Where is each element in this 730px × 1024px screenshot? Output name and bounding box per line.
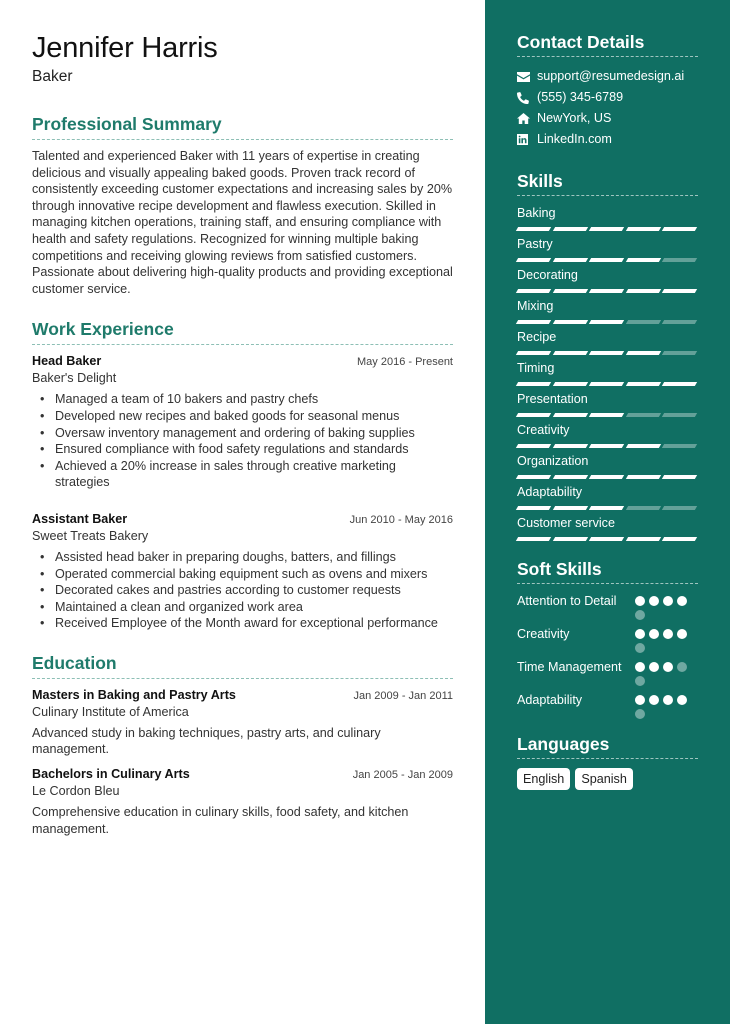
rating-dot-icon [663, 596, 673, 606]
education-entry [32, 766, 453, 837]
skill-level-segment [516, 289, 551, 293]
contact-location [517, 108, 698, 129]
soft-skill-label: Time Management [517, 660, 622, 674]
candidate-name: Jennifer Harris [32, 32, 218, 64]
soft-skills-list [517, 593, 698, 719]
skill-level-segment [662, 289, 697, 293]
job-date: Jun 2010 - May 2016 [349, 513, 453, 526]
rating-dot-icon [663, 662, 673, 672]
skill-level-segment [589, 258, 624, 262]
job-entry [32, 353, 453, 491]
skill-level-bar [517, 289, 698, 293]
section-title: Professional Summary [32, 114, 222, 134]
school: Culinary Institute of America [32, 704, 189, 719]
skill-level-segment [662, 382, 697, 386]
rating-dot-icon [663, 695, 673, 705]
divider [32, 344, 453, 345]
skill-level-segment [625, 351, 660, 355]
candidate-role: Baker [32, 68, 73, 85]
skill-item [517, 329, 698, 355]
divider [517, 758, 698, 759]
skill-level-segment [552, 444, 587, 448]
divider [517, 56, 698, 57]
skill-level-segment [552, 320, 587, 324]
skill-label: Customer service [517, 516, 615, 530]
skill-level-bar [517, 537, 698, 541]
skill-level-segment [662, 413, 697, 417]
skill-level-bar [517, 413, 698, 417]
skill-level-segment [625, 320, 660, 324]
sidebar [485, 0, 730, 1024]
skill-level-bar [517, 227, 698, 231]
contact-email[interactable] [517, 66, 698, 87]
contact-phone[interactable] [517, 87, 698, 108]
skills-list [517, 205, 698, 541]
bullet: • Managed a team of 10 bakers and pastry chefs [40, 391, 453, 408]
job-date: May 2016 - Present [357, 356, 453, 369]
divider [517, 195, 698, 196]
bullet: • Oversaw inventory management and ordering of baking supplies [40, 425, 453, 442]
skill-level-segment [625, 227, 660, 231]
job-bullets [32, 549, 453, 632]
skill-level-segment [516, 506, 551, 510]
skill-label: Presentation [517, 392, 588, 406]
language-tag: Spanish [575, 768, 633, 790]
skill-level-segment [625, 382, 660, 386]
bullet: • Achieved a 20% increase in sales through creative marketing strategies [40, 458, 453, 491]
job-bullets [32, 391, 453, 491]
soft-skill-rating [635, 593, 695, 620]
envelope-icon [517, 72, 537, 82]
skill-level-segment [662, 258, 697, 262]
skill-level-segment [662, 227, 697, 231]
skill-level-bar [517, 506, 698, 510]
skill-level-segment [552, 475, 587, 479]
section-title: Work Experience [32, 319, 174, 340]
skill-label: Creativity [517, 423, 570, 437]
bullet: • Maintained a clean and organized work area [40, 599, 453, 616]
education-description: Comprehensive education in culinary skills, food safety, and kitchen management. [32, 805, 409, 836]
rating-dot-icon [635, 610, 645, 620]
skill-label: Mixing [517, 299, 554, 313]
skill-level-segment [625, 537, 660, 541]
divider [517, 583, 698, 584]
skill-level-segment [552, 413, 587, 417]
soft-skill-label: Attention to Detail [517, 594, 617, 608]
section-title: Contact Details [517, 32, 645, 52]
bullet: • Operated commercial baking equipment such as ovens and mixers [40, 566, 453, 583]
home-icon [517, 113, 537, 124]
rating-dot-icon [635, 643, 645, 653]
work-section [32, 318, 453, 632]
skill-level-bar [517, 444, 698, 448]
soft-skill-item [517, 659, 698, 686]
job-company: Baker's Delight [32, 371, 117, 386]
skill-level-segment [589, 413, 624, 417]
skill-level-segment [516, 320, 551, 324]
skill-level-segment [552, 537, 587, 541]
skill-item [517, 515, 698, 541]
rating-dot-icon [677, 662, 687, 672]
skill-level-segment [552, 289, 587, 293]
skill-level-bar [517, 475, 698, 479]
soft-skill-rating [635, 626, 695, 653]
phone-icon [517, 92, 537, 104]
rating-dot-icon [677, 596, 687, 606]
skill-level-bar [517, 351, 698, 355]
skill-level-segment [662, 537, 697, 541]
email-value: support@resumedesign.ai [537, 69, 685, 83]
skill-level-segment [589, 320, 624, 324]
skill-level-segment [662, 444, 697, 448]
bullet: • Decorated cakes and pastries according to customer requests [40, 582, 453, 599]
divider [32, 139, 453, 140]
skill-level-segment [516, 351, 551, 355]
degree: Masters in Baking and Pastry Arts [32, 687, 236, 702]
rating-dot-icon [677, 695, 687, 705]
skill-level-segment [625, 506, 660, 510]
skill-item [517, 360, 698, 386]
skill-level-segment [589, 537, 624, 541]
skill-level-segment [662, 506, 697, 510]
skill-level-segment [552, 227, 587, 231]
skill-level-segment [552, 351, 587, 355]
job-title: Head Baker [32, 354, 102, 369]
rating-dot-icon [677, 629, 687, 639]
skill-item [517, 298, 698, 324]
contact-section [517, 31, 698, 150]
skill-item [517, 236, 698, 262]
skill-item [517, 391, 698, 417]
skill-item [517, 453, 698, 479]
skill-label: Pastry [517, 237, 553, 251]
section-title: Soft Skills [517, 559, 602, 579]
job-entry [32, 511, 453, 632]
education-description: Advanced study in baking techniques, pastry arts, and culinary management. [32, 725, 381, 757]
skill-item [517, 422, 698, 448]
skill-label: Baking [517, 206, 556, 220]
skill-level-segment [552, 506, 587, 510]
degree: Bachelors in Culinary Arts [32, 767, 190, 782]
skill-item [517, 267, 698, 293]
linkedin-value: LinkedIn.com [537, 132, 612, 146]
phone-value: (555) 345-6789 [537, 90, 624, 104]
skill-level-bar [517, 320, 698, 324]
skill-item [517, 484, 698, 510]
bullet: • Assisted head baker in preparing doughs, batters, and fillings [40, 549, 453, 566]
skill-level-segment [662, 351, 697, 355]
education-date: Jan 2005 - Jan 2009 [352, 769, 453, 782]
contact-linkedin[interactable] [517, 129, 698, 150]
soft-skill-item [517, 593, 698, 620]
skill-level-segment [552, 382, 587, 386]
summary-section [32, 113, 453, 297]
soft-skill-rating [635, 659, 695, 686]
location-value: NewYork, US [537, 111, 612, 125]
soft-skill-rating [635, 692, 695, 719]
soft-skill-label: Creativity [517, 627, 570, 641]
rating-dot-icon [649, 695, 659, 705]
skill-level-segment [589, 506, 624, 510]
skill-label: Timing [517, 361, 555, 375]
skill-label: Recipe [517, 330, 557, 344]
skill-level-segment [516, 444, 551, 448]
bullet: • Ensured compliance with food safety regulations and standards [40, 441, 453, 458]
skill-level-bar [517, 258, 698, 262]
section-title: Education [32, 652, 117, 673]
linkedin-icon [517, 134, 537, 145]
education-section [32, 652, 453, 837]
rating-dot-icon [635, 676, 645, 686]
soft-skill-item [517, 626, 698, 653]
bullet: • Received Employee of the Month award for exceptional performance [40, 615, 453, 632]
skill-level-segment [662, 320, 697, 324]
summary-text: Talented and experienced Baker with 11 years of expertise in creating delicious and visually appealing baked goods. Proven track record of consistently exceeding customer expectations and increasing sales by 20% through innovative recipe development and flawless execution. Skilled in managing kitchen operations, training staff, and ensuring compliance with health and safety regulations. Recognized for winning multiple baking competitions and receiving glowing reviews from satisfied customers. Passionate about delivering high-quality products and providing exceptional customer service. [32, 149, 453, 296]
skill-level-segment [589, 444, 624, 448]
rating-dot-icon [635, 596, 645, 606]
job-title: Assistant Baker [32, 511, 128, 526]
skill-level-segment [589, 227, 624, 231]
skill-level-segment [516, 537, 551, 541]
skill-level-segment [516, 258, 551, 262]
skills-section [517, 170, 698, 541]
section-title: Skills [517, 171, 563, 191]
rating-dot-icon [635, 709, 645, 719]
skill-level-segment [516, 227, 551, 231]
skill-level-segment [516, 382, 551, 386]
skill-level-segment [589, 382, 624, 386]
skill-level-segment [589, 351, 624, 355]
soft-skills-section [517, 558, 698, 719]
education-entry [32, 687, 453, 758]
job-company: Sweet Treats Bakery [32, 528, 149, 543]
rating-dot-icon [649, 629, 659, 639]
skill-level-segment [625, 475, 660, 479]
rating-dot-icon [635, 695, 645, 705]
skill-level-segment [516, 413, 551, 417]
skill-label: Adaptability [517, 485, 583, 499]
education-date: Jan 2009 - Jan 2011 [353, 689, 453, 702]
bullet: • Developed new recipes and baked goods for seasonal menus [40, 408, 453, 425]
section-title: Languages [517, 734, 610, 754]
skill-level-segment [589, 475, 624, 479]
languages-section [517, 733, 698, 790]
rating-dot-icon [649, 662, 659, 672]
skill-label: Organization [517, 454, 589, 468]
school: Le Cordon Bleu [32, 784, 120, 799]
skill-label: Decorating [517, 268, 578, 282]
soft-skill-item [517, 692, 698, 719]
skill-level-segment [662, 475, 697, 479]
rating-dot-icon [663, 629, 673, 639]
skill-level-segment [625, 289, 660, 293]
rating-dot-icon [649, 596, 659, 606]
skill-level-segment [625, 444, 660, 448]
skill-level-segment [516, 475, 551, 479]
rating-dot-icon [635, 629, 645, 639]
language-tag: English [517, 768, 570, 790]
skill-level-segment [625, 258, 660, 262]
rating-dot-icon [635, 662, 645, 672]
skill-level-segment [625, 413, 660, 417]
skill-level-bar [517, 382, 698, 386]
soft-skill-label: Adaptability [517, 693, 583, 707]
skill-level-segment [589, 289, 624, 293]
skill-level-segment [552, 258, 587, 262]
divider [32, 678, 453, 679]
skill-item [517, 205, 698, 231]
languages-list [517, 768, 698, 790]
